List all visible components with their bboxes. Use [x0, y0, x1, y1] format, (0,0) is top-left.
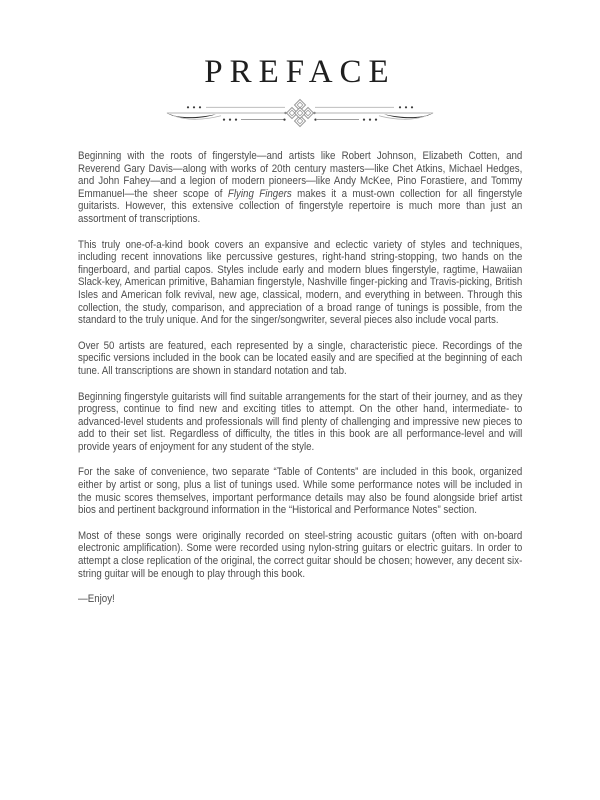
- text-run: Beginning fingerstyle guitarists will find suitable arrangements for the start of their journey, and as they progress, continue to find new and exciting titles to attempt. On the other hand, intermediate- to advanced-level students and professionals will find plenty of challenging and impressive new pieces to add to their set list. Regardless of difficulty, the titles in this book are all performance-level and will provide years of enjoyment for any student of the style.: [78, 390, 523, 453]
- divider-flourish-ornament: [164, 96, 436, 132]
- divider-left-flourish: [166, 113, 221, 120]
- text-run: Most of these songs were originally recorded on steel-string acoustic guitars (often with on-board electronic amplification). Some were recorded using nylon-string guitars or electric guitars. In order to attempt a close replication of the original, the correct guitar should be chosen; however, any decent six-string guitar will be enough to play through this book.: [78, 529, 523, 580]
- text-run: This truly one-of-a-kind book covers an expansive and eclectic variety of styles and techniques, including recent innovations like percussive gestures, right-hand string-stopping, two hands on the fingerboard, and partial capos. Styles include early and modern blues fingerstyle, ragtime, Hawaiian Slack-key, American primitive, Bahamian fingerstyle, Nashville finger-picking and Travis-picking, British Isles and American folk revival, new age, classical, modern, and everything in between. Through this collection, the study, comparison, and appreciation of a broad range of tunings is possible, from the standard to the truly unique. And for the singer/songwriter, several pieces also include vocal parts.: [78, 238, 523, 327]
- preface-paragraph: [78, 391, 522, 454]
- preface-paragraph: [78, 530, 522, 580]
- text-run: For the sake of convenience, two separate “Table of Contents” are included in this book, organized either by artist or song, plus a list of tunings used. While some performance notes will be included in the music scores themselves, important performance details may also be found alongside brief artist bios and pertinent background information in the “Historical and Performance Notes” section.: [78, 466, 523, 517]
- divider-flourish-icon: [164, 96, 436, 132]
- preface-paragraph: [78, 593, 522, 606]
- text-run: makes it a must-own collection for all fingerstyle guitarists. However, this extensive collection of fingerstyle repertoire is much more than just an assortment of transcriptions.: [78, 187, 523, 225]
- preface-paragraph: [78, 239, 522, 327]
- divider-right-flourish: [379, 113, 434, 120]
- preface-body: [78, 150, 522, 619]
- preface-title: PREFACE: [204, 54, 396, 90]
- divider-diamond-knot: [287, 100, 314, 127]
- text-run: Over 50 artists are featured, each represented by a single, characteristic piece. Recordings of the specific versions included in the book can be located easily and are specified at the beginning of each tune. All transcriptions are shown in standard notation and tab.: [78, 339, 523, 377]
- preface-paragraph: [78, 466, 522, 516]
- preface-paragraph: [78, 150, 522, 226]
- preface-paragraph: [78, 340, 522, 378]
- text-run: Beginning with the roots of fingerstyle—and artists like Robert Johnson, Elizabeth Cotten, and Reverend Gary Davis—along with works of 20th century masters—like Chet Atkins, Michael Hedges, and John Fahey—and a legion of modern pioneers—like Andy McKee, Pino Forastiere, and Tommy Emmanuel—the sheer scope of: [78, 150, 523, 200]
- text-run: —Enjoy!: [78, 593, 115, 606]
- italic-text-run: Flying Fingers: [227, 187, 292, 200]
